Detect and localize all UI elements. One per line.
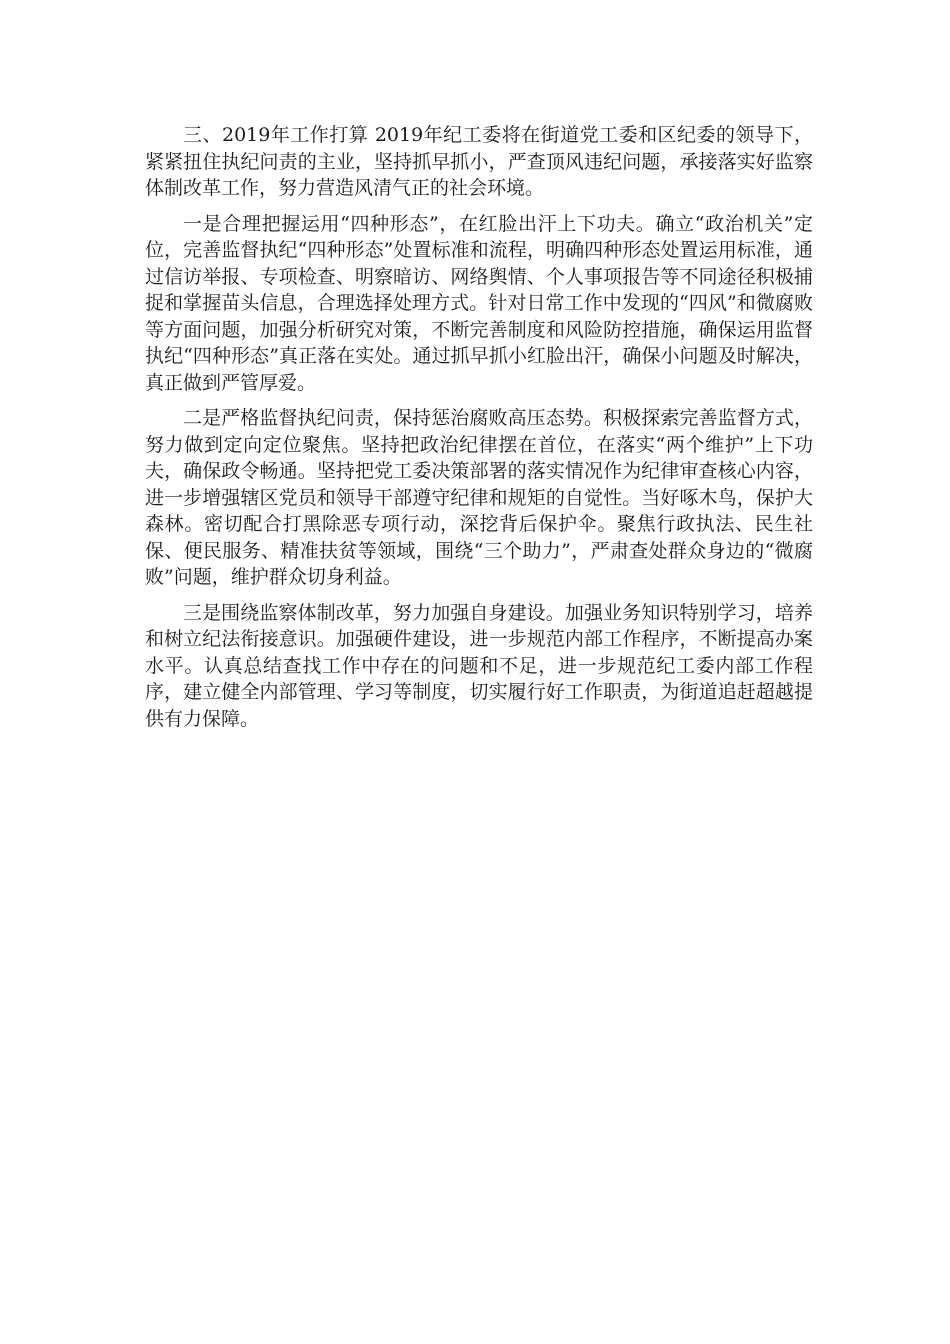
paragraph-self-building: 三是围绕监察体制改革，努力加强自身建设。加强业务知识特别学习，培养和树立纪法衔接意识。加强硬件建设，进一步规范内部工作程序，不断提高办案水平。认真总结查找工作中存在的问题和不足，进一步规范纪工委内部工作程序，建立健全内部管理、学习等制度，切实履行好工作职责，为街道追赶超越提供有力保障。 (145, 601, 813, 730)
paragraph-work-plan: 三、2019年工作打算 2019年纪工委将在街道党工委和区纪委的领导下，紧紧扭住执纪问责的主业，坚持抓早抓小，严查顶风违纪问题，承接落实好监察体制改革工作，努力营造风清气正的社会环境。 (145, 124, 813, 199)
paragraph-supervision: 二是严格监督执纪问责，保持惩治腐败高压态势。积极探索完善监督方式，努力做到定向定位聚焦。坚持把政治纪律摆在首位，在落实“两个维护”上下功夫，确保政令畅通。坚持把党工委决策部署的落实情况作为纪律审查核心内容，进一步增强辖区党员和领导干部遵守纪律和规矩的自觉性。当好啄木鸟，保护大森林。密切配合打黑除恶专项行动，深挖背后保护伞。聚焦行政执法、民生社保、便民服务、精准扶贫等领域，围绕“三个助力”，严肃查处群众身边的“微腐败”问题，维护群众切身利益。 (145, 407, 813, 588)
document-body (145, 122, 813, 741)
paragraph-four-forms: 一是合理把握运用“四种形态”，在红脸出汗上下功夫。确立“政治机关”定位，完善监督执纪“四种形态”处置标准和流程，明确四种形态处置运用标准，通过信访举报、专项检查、明察暗访、网络舆情、个人事项报告等不同途径积极捕捉和掌握苗头信息，合理选择处理方式。针对日常工作中发现的“四风”和微腐败等方面问题，加强分析研究对策，不断完善制度和风险防控措施，确保运用监督执纪“四种形态”真正落在实处。通过抓早抓小红脸出汗，确保小问题及时解决，真正做到严管厚爱。 (145, 212, 813, 394)
